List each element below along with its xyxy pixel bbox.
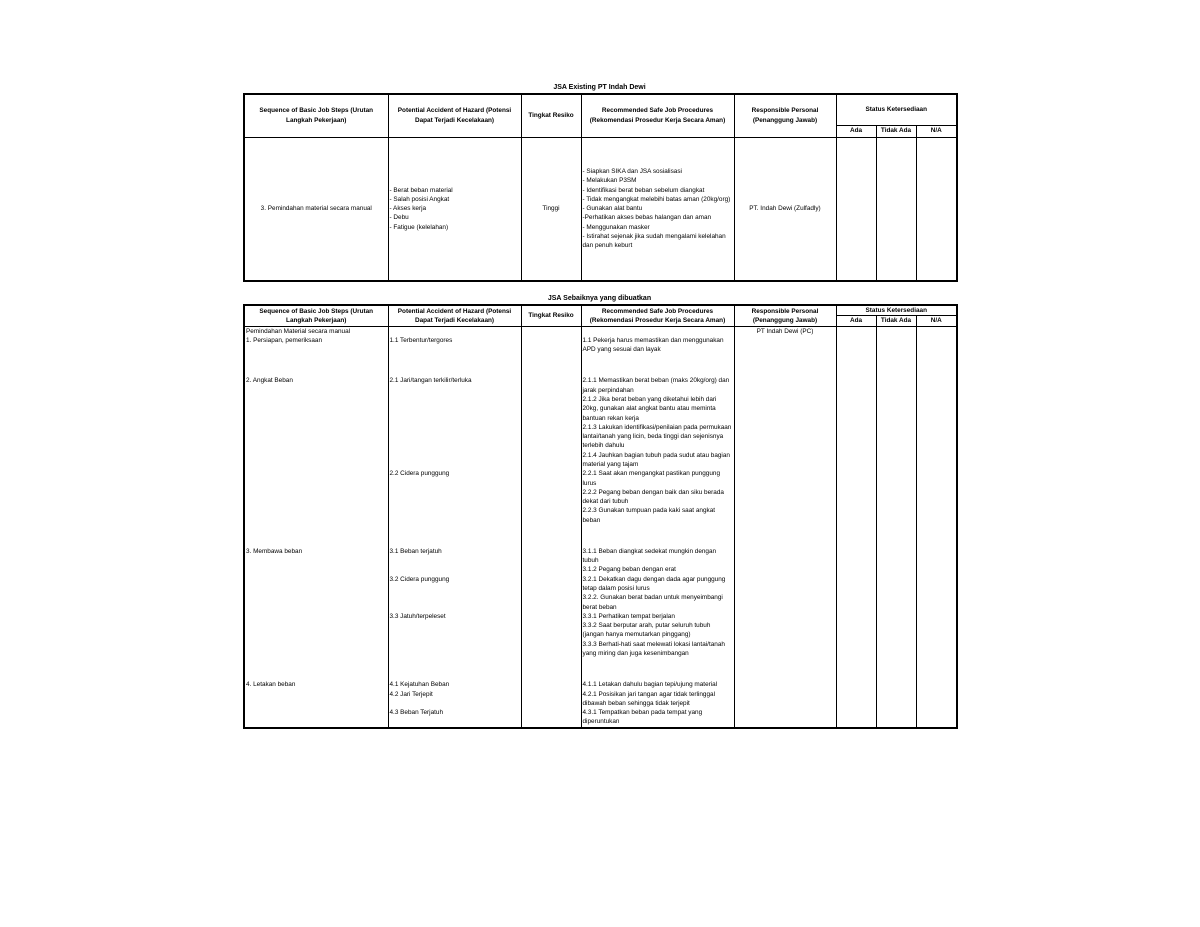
procedure-cell: 1.1 Pekerja harus memastikan dan menggunakan APD yang sesuai dan layak [581,336,734,355]
responsible-cell [734,336,836,355]
status-ada-cell [836,680,876,689]
table-row [244,708,957,728]
status-tidak-ada-cell [876,575,916,612]
status-ada-cell [836,469,876,525]
status-ada-cell [836,708,876,728]
hazard-cell: 4.1 Kejatuhan Beban [388,680,521,689]
table-row [244,469,957,525]
status-tidak-ada-cell [876,690,916,709]
status-tidak-ada-cell [876,612,916,658]
table1-title: JSA Existing PT Indah Dewi [553,84,646,91]
hazard-cell: 2.2 Cidera punggung [388,469,521,525]
status-ada-cell [836,690,876,709]
risk-cell [521,612,581,658]
status-tidak-ada-cell [876,336,916,355]
status-na-cell [916,547,957,575]
procedure-cell: 4.3.1 Tempatkan beban pada tempat yang diperuntukan [581,708,734,728]
existing-procedure-cell [581,137,734,281]
procedure-cell: 3.1.1 Beban diangkat sedekat mungkin dengan tubuh 3.1.2 Pegang beban dengan erat [581,547,734,575]
job-step-cell [244,354,388,376]
header-risk: Tingkat Resiko [521,305,581,326]
status-ada-cell [836,612,876,658]
risk-cell [521,336,581,355]
procedure-cell: 3.3.1 Perhatikan tempat berjalan 3.3.2 Saat berputar arah, putar seluruh tubuh (jangan hanya memutarkan pinggang) 3.3.3 Berhati-hati saat melewati lokasi lantai/tanah yang miring dan juga kesenimbangan [581,612,734,658]
recommended-responsible: PT Indah Dewi (PC) [734,326,836,336]
existing-responsible-cell: PT. Indah Dewi (Zulfadly) [734,137,836,281]
existing-sequence-cell: 3. Pemindahan material secara manual [244,137,388,281]
header-ada: Ada [836,316,876,326]
table-row [244,612,957,658]
hazard-cell: 3.1 Beban terjatuh [388,547,521,575]
status-na-cell [916,336,957,355]
table-row [244,547,957,575]
responsible-cell [734,575,836,612]
procedure-line: - Melakukan P3SM [582,177,637,185]
status-ada-cell [836,376,876,469]
status-ada-cell [836,336,876,355]
header-tidak-ada: Tidak Ada [876,316,916,326]
hazard-line: - Akses kerja [389,205,427,213]
procedure-cell [581,525,734,547]
header-na: N/A [916,316,957,326]
header-responsible: Responsible Personal (Penanggung Jawab) [734,94,836,137]
responsible-cell [734,354,836,376]
risk-cell [521,658,581,680]
header-procedure: Recommended Safe Job Procedures (Rekomendasi Prosedur Kerja Secara Aman) [581,94,734,137]
procedure-cell: 4.2.1 Posisikan jari tangan agar tidak terlinggal dibawah beban sehingga tidak terjepit [581,690,734,709]
hazard-cell: 3.2 Cidera punggung [388,575,521,612]
procedure-cell [581,354,734,376]
status-ada-cell [836,137,876,281]
hazard-cell: 4.3 Beban Terjatuh [388,708,521,728]
table-row [244,690,957,709]
header-na: N/A [916,125,957,137]
responsible-cell [734,690,836,709]
section-intro: Pemindahan Material secara manual [244,326,388,336]
header-sequence: Sequence of Basic Job Steps (Urutan Langkah Pekerjaan) [244,305,388,326]
header-responsible: Responsible Personal (Penanggung Jawab) [734,305,836,326]
responsible-cell [734,547,836,575]
header-hazard: Potential Accident of Hazard (Potensi Dapat Terjadi Kecelakaan) [388,305,521,326]
responsible-cell [734,680,836,689]
status-na-cell [916,708,957,728]
existing-risk-cell: Tinggi [521,137,581,281]
hazard-cell [388,354,521,376]
risk-cell [521,354,581,376]
risk-cell [521,376,581,469]
procedure-line: - Identifikasi berat beban sebelum diangkat [582,186,705,194]
status-ada-cell [836,354,876,376]
status-tidak-ada-cell [876,354,916,376]
hazard-cell: 3.3 Jatuh/terpeleset [388,612,521,658]
header-tidak-ada: Tidak Ada [876,125,916,137]
procedure-line: - Gunakan alat bantu [582,205,643,213]
status-na-cell [916,690,957,709]
status-na-cell [916,575,957,612]
procedure-cell: 2.1.1 Memastikan berat beban (maks 20kg/org) dan jarak perpindahan 2.1.2 Jika berat beban yang diketahui lebih dari 20kg, gunakan alat angkat bantu atau meminta bantuan rekan kerja 2.1.3 Lakukan identifikasi/penilaian pada permukaan lantai/tanah yang licin, beda tinggi dan sejenisnya terlebih dahulu 2.1.4 Jauhkan bagian tubuh pada sudut atau bagian material yang tajam [581,376,734,469]
table-row [244,575,957,612]
status-na-cell [916,354,957,376]
status-tidak-ada-cell [876,680,916,689]
responsible-cell [734,469,836,525]
procedure-line: -Perhatikan akses bebas halangan dan aman [582,214,712,222]
existing-hazard-cell [388,137,521,281]
table-row [244,336,957,355]
header-risk: Tingkat Resiko [521,94,581,137]
responsible-cell [734,525,836,547]
hazard-line: - Debu [389,214,409,222]
responsible-cell [734,708,836,728]
procedure-cell [581,658,734,680]
status-na-cell [916,680,957,689]
hazard-line: - Salah posisi Angkat [389,195,450,203]
risk-cell [521,690,581,709]
risk-cell [521,708,581,728]
risk-cell [521,525,581,547]
responsible-cell [734,658,836,680]
job-step-cell [244,469,388,525]
recommended-jsa-table [243,304,958,729]
table2-title: JSA Sebaiknya yang dibuatkan [547,295,652,302]
existing-jsa-table [243,93,958,282]
status-tidak-ada-cell [876,547,916,575]
table-row [244,680,957,689]
job-step-cell [244,612,388,658]
header-status: Status Ketersediaan [836,305,957,316]
status-tidak-ada-cell [876,469,916,525]
status-na-cell [916,137,957,281]
risk-cell [521,469,581,525]
hazard-line: - Fatigue (kelelahan) [389,223,449,231]
job-step-cell [244,575,388,612]
responsible-cell [734,376,836,469]
status-tidak-ada-cell [876,708,916,728]
hazard-cell: 1.1 Terbentur/tergores [388,336,521,355]
responsible-cell [734,612,836,658]
procedure-line: - Tidak mengangkat melebihi batas aman (20kg/org) [582,195,731,203]
table-row [244,525,957,547]
risk-cell [521,680,581,689]
job-step-cell [244,658,388,680]
risk-cell [521,575,581,612]
job-step-cell [244,525,388,547]
status-na-cell [916,376,957,469]
hazard-cell: 4.2 Jari Terjepit [388,690,521,709]
header-hazard: Potential Accident of Hazard (Potensi Dapat Terjadi Kecelakaan) [388,94,521,137]
status-tidak-ada-cell [876,137,916,281]
status-ada-cell [836,658,876,680]
status-na-cell [916,525,957,547]
table-row [244,376,957,469]
hazard-cell [388,658,521,680]
table-row [244,658,957,680]
header-sequence: Sequence of Basic Job Steps (Urutan Langkah Pekerjaan) [244,94,388,137]
hazard-cell [388,525,521,547]
status-tidak-ada-cell [876,376,916,469]
procedure-cell: 4.1.1 Letakan dahulu bagian tepi/ujung material [581,680,734,689]
status-na-cell [916,658,957,680]
status-tidak-ada-cell [876,525,916,547]
status-tidak-ada-cell [876,658,916,680]
hazard-line: - Berat beban material [389,186,453,194]
job-step-cell [244,690,388,709]
procedure-cell: 2.2.1 Saat akan mengangkat pastikan punggung lurus 2.2.2 Pegang beban dengan baik dan siku berada dekat dari tubuh 2.2.3 Gunakan tumpuan pada kaki saat angkat beban [581,469,734,525]
status-ada-cell [836,575,876,612]
header-ada: Ada [836,125,876,137]
job-step-cell [244,708,388,728]
table-row [244,354,957,376]
status-ada-cell [836,547,876,575]
status-na-cell [916,612,957,658]
job-step-cell: 3. Membawa beban [244,547,388,575]
hazard-cell: 2.1 Jari/tangan terkilir/terluka [388,376,521,469]
job-step-cell: 2. Angkat Beban [244,376,388,469]
procedure-line: - Istirahat sejenak jika sudah mengalami kelelahan dan penuh keburt [582,232,728,250]
risk-cell [521,547,581,575]
procedure-line: - Siapkan SIKA dan JSA sosialisasi [582,167,682,175]
job-step-cell: 4. Letakan beban [244,680,388,689]
procedure-line: - Menggunakan masker [582,223,650,231]
status-ada-cell [836,525,876,547]
header-procedure: Recommended Safe Job Procedures (Rekomendasi Prosedur Kerja Secara Aman) [581,305,734,326]
header-status: Status Ketersediaan [836,94,957,125]
status-na-cell [916,469,957,525]
procedure-cell: 3.2.1 Dekatkan dagu dengan dada agar punggung tetap dalam posisi lurus 3.2.2. Gunakan berat badan untuk menyeimbangi berat beban [581,575,734,612]
job-step-cell: 1. Persiapan, pemeriksaan [244,336,388,355]
